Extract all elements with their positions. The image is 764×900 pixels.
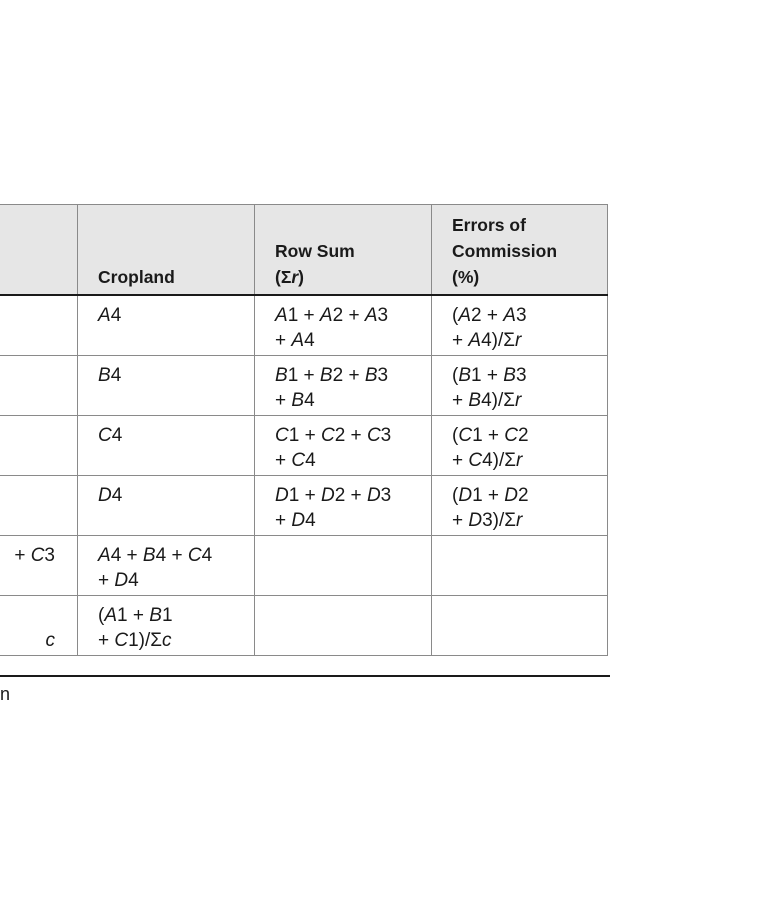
header-row-sum: Row Sum (Σr) xyxy=(255,205,432,296)
cell-errors-of-commission: (B1 + B3 + B4)/Σr xyxy=(432,355,608,415)
cell-clipped xyxy=(0,295,78,355)
table-row xyxy=(0,475,608,535)
footnote-text: n xyxy=(0,684,11,704)
cell-cropland: (A1 + B1 + C1)/Σc xyxy=(78,595,255,655)
table-row-column-sum xyxy=(0,535,608,595)
header-clipped-column xyxy=(0,205,78,296)
cell-clipped: + C3 xyxy=(0,535,78,595)
cell-errors-of-commission xyxy=(432,535,608,595)
cell-row-sum: B1 + B2 + B3 + B4 xyxy=(255,355,432,415)
cell-errors-of-commission: (A2 + A3 + A4)/Σr xyxy=(432,295,608,355)
cell-clipped: c xyxy=(0,595,78,655)
cell-cropland: B4 xyxy=(78,355,255,415)
header-cropland: Cropland xyxy=(78,205,255,296)
table-row-errors-of-omission xyxy=(0,595,608,655)
cell-clipped xyxy=(0,355,78,415)
cell-row-sum: D1 + D2 + D3 + D4 xyxy=(255,475,432,535)
cell-row-sum: C1 + C2 + C3 + C4 xyxy=(255,415,432,475)
cell-errors-of-commission: (C1 + C2 + C4)/Σr xyxy=(432,415,608,475)
table-row xyxy=(0,355,608,415)
cell-row-sum xyxy=(255,595,432,655)
cell-cropland: D4 xyxy=(78,475,255,535)
header-row-sum-symbol: (Σr) xyxy=(275,267,304,287)
table-bottom-rule xyxy=(0,675,610,677)
cell-cropland: C4 xyxy=(78,415,255,475)
table-row xyxy=(0,415,608,475)
table-body xyxy=(0,295,608,655)
header-row xyxy=(0,205,608,296)
cell-cropland: A4 + B4 + C4 + D4 xyxy=(78,535,255,595)
error-matrix-table-container xyxy=(0,204,608,656)
cell-clipped xyxy=(0,475,78,535)
table-header xyxy=(0,205,608,296)
cell-errors-of-commission: (D1 + D2 + D3)/Σr xyxy=(432,475,608,535)
cell-clipped xyxy=(0,415,78,475)
cell-cropland: A4 xyxy=(78,295,255,355)
cell-row-sum: A1 + A2 + A3 + A4 xyxy=(255,295,432,355)
error-matrix-table xyxy=(0,204,608,656)
header-errors-of-commission: Errors of Commission (%) xyxy=(432,205,608,296)
cell-errors-of-commission xyxy=(432,595,608,655)
table-row xyxy=(0,295,608,355)
cell-row-sum xyxy=(255,535,432,595)
